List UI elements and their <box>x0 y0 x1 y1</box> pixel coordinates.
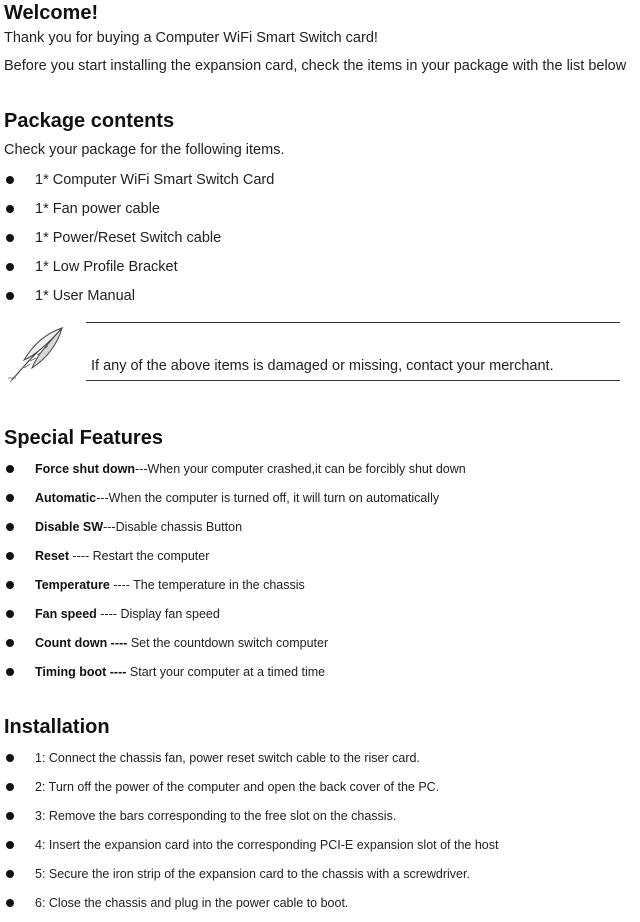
feature-desc: The temperature in the chassis <box>133 578 305 592</box>
feature-name: Disable SW <box>35 520 104 534</box>
bullet-icon <box>6 610 14 618</box>
feature-name: Temperature <box>35 578 110 592</box>
bullet-icon <box>6 841 14 849</box>
feature-desc: Set the countdown switch computer <box>130 636 329 650</box>
feather-pen-icon <box>6 322 68 384</box>
welcome-line-1: Thank you for buying a Computer WiFi Smart Switch card! <box>4 30 378 46</box>
feature-name: Timing boot ---- <box>35 665 127 679</box>
feature-desc: Start your computer at a timed time <box>129 665 326 679</box>
features-title: Special Features <box>4 427 163 449</box>
bullet-icon <box>6 870 14 878</box>
note-bottom-divider <box>86 380 620 381</box>
welcome-line-2: Before you start installing the expansion card, check the items in your package with the list below <box>4 58 627 74</box>
bullet-icon <box>6 176 14 184</box>
feature-desc: When your computer crashed,it can be forcibly shut down <box>147 462 466 476</box>
bullet-icon <box>6 494 14 502</box>
package-note: If any of the above items is damaged or missing, contact your merchant. <box>91 357 554 374</box>
bullet-icon <box>6 668 14 676</box>
package-title: Package contents <box>4 110 175 132</box>
bullet-icon <box>6 263 14 271</box>
bullet-icon <box>6 783 14 791</box>
bullet-icon <box>6 292 14 300</box>
feature-name: Force shut down <box>35 462 135 476</box>
bullet-icon <box>6 812 14 820</box>
bullet-icon <box>6 552 14 560</box>
package-intro: Check your package for the following items. <box>4 142 285 158</box>
feature-desc: Display fan speed <box>120 607 220 621</box>
feature-name: Automatic <box>35 491 97 505</box>
bullet-icon <box>6 465 14 473</box>
feature-desc: Disable chassis Button <box>115 520 243 534</box>
bullet-icon <box>6 523 14 531</box>
feature-name: Reset <box>35 549 70 563</box>
feature-desc: When the computer is turned off, it will turn on automatically <box>108 491 440 505</box>
feature-name: Count down ---- <box>35 636 128 650</box>
bullet-icon <box>6 754 14 762</box>
note-top-divider <box>86 322 620 323</box>
bullet-icon <box>6 899 14 907</box>
bullet-icon <box>6 639 14 647</box>
bullet-icon <box>6 581 14 589</box>
bullet-icon <box>6 234 14 242</box>
bullet-icon <box>6 205 14 213</box>
feature-desc: Restart the computer <box>92 549 210 563</box>
welcome-title: Welcome! <box>4 2 99 24</box>
installation-title: Installation <box>4 716 110 738</box>
feature-name: Fan speed <box>35 607 97 621</box>
